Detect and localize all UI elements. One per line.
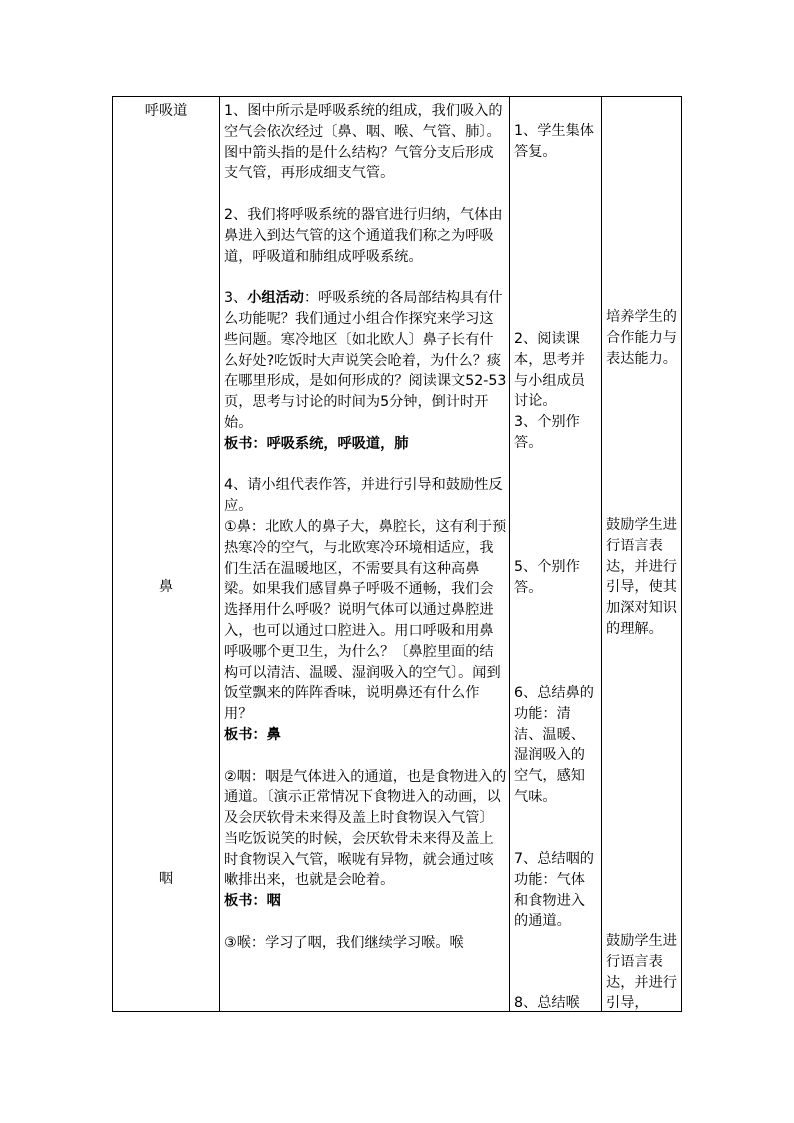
column-divider (219, 97, 220, 1011)
teacher-step-3: 3、小组活动：呼吸系统的各局部结构具有什么功能呢？我们通过小组合作探究来学习这些问题。寒冷地区〔如北欧人〕鼻子长有什么好处?吃饭时大声说笑会呛着，为什么？痰在哪里形成，是如何形成的？阅读课文52-53页，思考与讨论的时间为5分钟，倒计时开始。 (224, 290, 507, 431)
teacher-step-6-larynx: ③喉：学习了咽，我们继续学习喉。喉 (224, 934, 464, 951)
student-answer-3: 3、个别作答。 (514, 414, 580, 451)
board-note-system: 板书：呼吸系统，呼吸道，肺 (224, 435, 409, 452)
student-answer-1: 1、学生集体答复。 (514, 123, 594, 160)
teacher-step-4-nose: ①鼻：北欧人的鼻子大，鼻腔长，这有利于预热寒冷的空气，与北欧寒冷环境相适应，我们生活在温暖地区，不需要具有这种高鼻梁。如果我们感冒鼻子呼吸不通畅，我们会选择用什么呼吸？说明气体可以通过鼻腔进入，也可以通过口腔进入。用口呼吸和用鼻呼吸哪个更卫生，为什么？〔鼻腔里面的结构可以清洁、温暖、湿润吸入的空气〕。闻到饭堂飘来的阵阵香味，说明鼻还有什么作用？ (224, 518, 507, 723)
teacher-step-2: 2、我们将呼吸系统的器官进行归纳，气体由鼻进入到达气管的这个通道我们称之为呼吸道，呼吸道和肺组成呼吸系统。 (224, 206, 503, 265)
intent-3: 鼓励学生进行语言表达，并进行引导， (606, 933, 677, 1012)
teacher-activities-cell (224, 101, 507, 954)
column-divider (509, 97, 510, 1011)
teacher-step-5-pharynx: ②咽：咽是气体进入的通道，也是食物进入的通道。〔演示正常情况下食物进入的动画，以及会厌软骨未来得及盖上时食物误入气管〕当吃饭说笑的时候，会厌软骨未来得及盖上时食物误入气管，喉咙有异物，就会通过咳嗽排出来，也就是会呛着。 (224, 768, 507, 889)
group-activity-heading: 小组活动 (247, 290, 304, 307)
teacher-step-1: 1、图中所示是呼吸系统的组成，我们吸入的空气会依次经过〔鼻、咽、喉、气管、肺〕。图中箭头指的是什么结构？气管分支后形成支气管，再形成细支气管。 (224, 103, 503, 182)
student-answer-2: 2、阅读课本，思考并与小组成员讨论。 (514, 331, 585, 410)
label-nose: 鼻 (158, 579, 174, 595)
board-note-pharynx: 板书：咽 (224, 893, 281, 910)
teacher-step-4-intro: 4、请小组代表作答，并进行引导和鼓励性反应。 (224, 477, 503, 515)
lesson-table (112, 96, 682, 1012)
student-answer-5: 5、个别作答。 (514, 559, 580, 596)
intent-2: 鼓励学生进行语言表达，并进行引导，使其加深对知识的理解。 (606, 517, 677, 637)
student-answer-7: 7、总结咽的功能：气体和食物进入的通道。 (514, 851, 594, 930)
label-respiratory-tract: 呼吸道 (144, 103, 188, 119)
column-divider (601, 97, 602, 1011)
student-answer-6: 6、总结鼻的功能：清洁、温暖、湿润吸入的空气，感知气味。 (514, 685, 594, 805)
label-pharynx: 咽 (158, 871, 174, 887)
student-answer-8: 8、总结喉 (514, 995, 580, 1011)
board-note-nose: 板书：鼻 (224, 726, 281, 743)
intent-1: 培养学生的合作能力与表达能力。 (606, 309, 677, 367)
